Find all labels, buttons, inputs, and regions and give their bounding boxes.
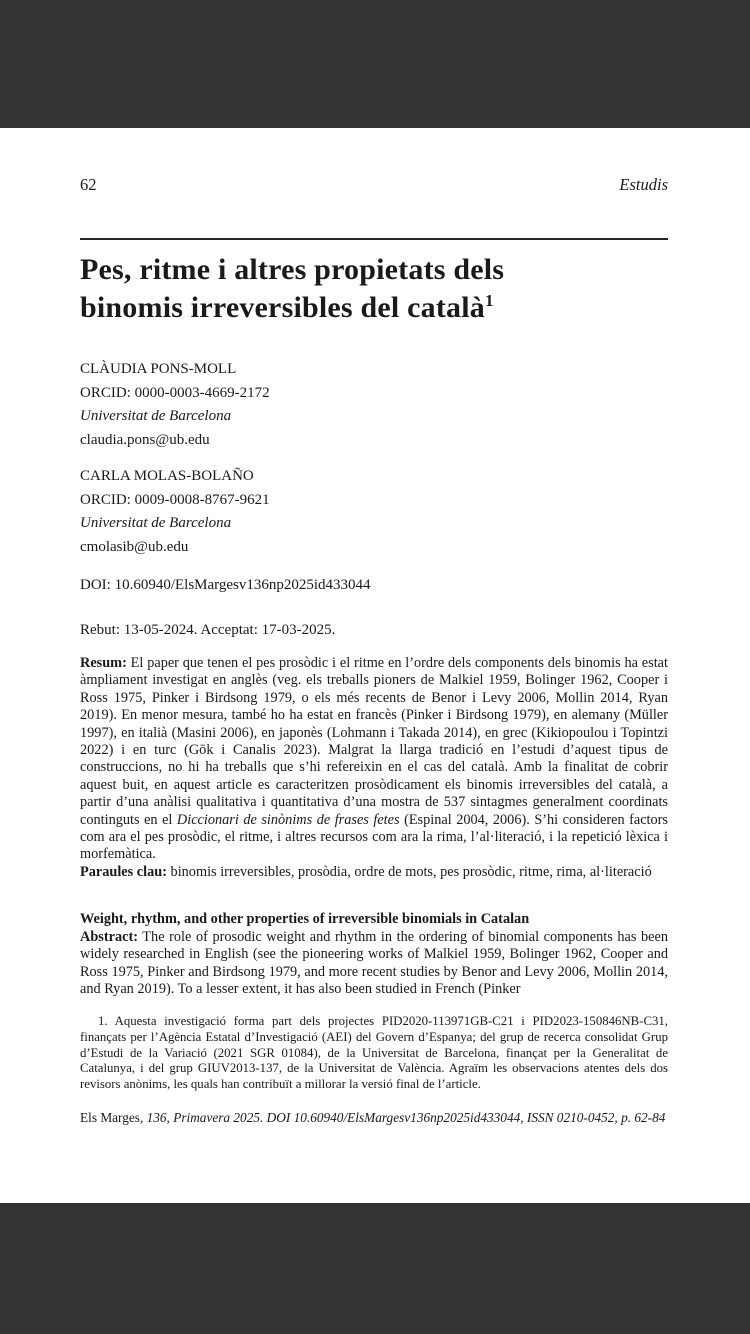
- section-label: Estudis: [619, 175, 668, 194]
- resum-label: Resum:: [80, 655, 127, 671]
- author-email: cmolasib@ub.edu: [80, 538, 189, 555]
- author-orcid: ORCID: 0000-0003-4669-2172: [80, 384, 270, 401]
- article-title-line2: binomis irreversibles del català: [80, 291, 485, 324]
- doi-line: DOI: 10.60940/ElsMargesv136np2025id433044: [80, 577, 371, 593]
- title-footnote-ref: 1: [484, 291, 494, 310]
- author-block-1: [80, 358, 668, 452]
- resum-text-1: El paper que tenen el pes prosòdic i el ritme en l’ordre dels components dels binomis ha estat àmpliament investigat en anglès (veg. els treballs pioners de Malkiel 1959, Bolinger 1962, Cooper i Ross 1975, Pinker i Birdsong 1979, o els més recents de Benor i Levy 2006, Mollin 2014, Ryan 2019). En menor mesura, també ho ha estat en francès (Pinker i Birdsong 1979), en alemany (Müller 1997), en italià (Masini 2006), en japonès (Lohmann i Takada 2014), en grec (Kikiopoulou i Topintzi 2022) i en turc (Gōk i Canalis 2023). Malgrat la llarga tradició en l’estudi d’aquest tipus de construccions, no hi ha treballs que s’hi refereixin en el cas del català. Amb la finalitat de cobrir aquest buit, en aquest article es caracteritzen prosòdicament els binomis irreversibles del català, a partir d’una anàlisi qualitativa i quantitativa d’una mostra de 537 sintagmes generalment coordinats continguts en el: [80, 655, 668, 828]
- article-title: [80, 251, 668, 327]
- dates-line: Rebut: 13-05-2024. Acceptat: 17-03-2025.: [80, 621, 336, 638]
- abstract-label: Abstract:: [80, 928, 138, 945]
- footnote: 1. Aquesta investigació forma part dels projectes PID2020-113971GB-C21 i PID2023-150846NB-C31, finançats per l’Agència Estatal d’Investigació (AEI) del Govern d’Espanya; del grup de recerca consolidat Grup d’Estudi de la Variació (2021 SGR 01084), de la Universitat de Barcelona, finançat per la Generalitat de Catalunya, i del grup GIUV2013-137, de la Universitat de València. Agraïm les observacions atentes dels dos revisors anònims, les quals han contribuït a millorar la versió final de l’article.: [80, 1014, 668, 1091]
- keywords-label: Paraules clau:: [80, 863, 167, 880]
- viewer-top-bar: [0, 0, 750, 128]
- page-number: 62: [80, 175, 97, 194]
- english-abstract-section: [80, 911, 668, 998]
- document-page: [0, 128, 750, 1203]
- title-rule: [80, 238, 668, 240]
- author-affiliation: Universitat de Barcelona: [80, 515, 232, 531]
- journal-details: 136, Primavera 2025. DOI 10.60940/ElsMargesv136np2025id433044, ISSN 0210-0452, p. 62-84: [143, 1110, 666, 1126]
- author-name: CLÀUDIA PONS-MOLL: [80, 361, 237, 377]
- journal-footer: [80, 1109, 668, 1126]
- author-orcid: ORCID: 0009-0008-8767-9621: [80, 491, 270, 508]
- article-title-line1: Pes, ritme i altres propietats dels: [80, 253, 505, 286]
- author-email: claudia.pons@ub.edu: [80, 431, 210, 448]
- journal-name: Els Marges,: [80, 1110, 144, 1126]
- viewer-bottom-bar: [0, 1203, 750, 1334]
- keywords-paragraph: [80, 864, 668, 881]
- keywords-text: binomis irreversibles, prosòdia, ordre de mots, pes prosòdic, ritme, rima, al·literació: [166, 863, 652, 880]
- english-title: Weight, rhythm, and other properties of irreversible binomials in Catalan: [80, 911, 530, 928]
- author-block-2: [80, 465, 668, 559]
- page-header: [80, 128, 668, 195]
- resum-work-title: Diccionari de sinònims de frases fetes: [176, 811, 400, 828]
- resum-text-2: (Espinal 2004, 2006). S’hi consideren factors com ara el pes prosòdic, el ritme, i altres recursos com ara la rima, l’al·literació, i la repetició lèxica i morfemàtica.: [80, 811, 668, 863]
- abstract-text: The role of prosodic weight and rhythm in the ordering of binomial components has been widely researched in English (see the pioneering works of Malkiel 1959, Bolinger 1962, Cooper and Ross 1975, Pinker and Birdsong 1979, and more recent studies by Benor and Levy 2006, Mollin 2014, and Ryan 2019). To a lesser extent, it has also been studied in French (Pinker: [80, 928, 668, 997]
- author-name: CARLA MOLAS-BOLAÑO: [80, 468, 254, 484]
- author-affiliation: Universitat de Barcelona: [80, 408, 232, 424]
- resum-paragraph: [80, 655, 668, 864]
- english-abstract-paragraph: [80, 929, 668, 999]
